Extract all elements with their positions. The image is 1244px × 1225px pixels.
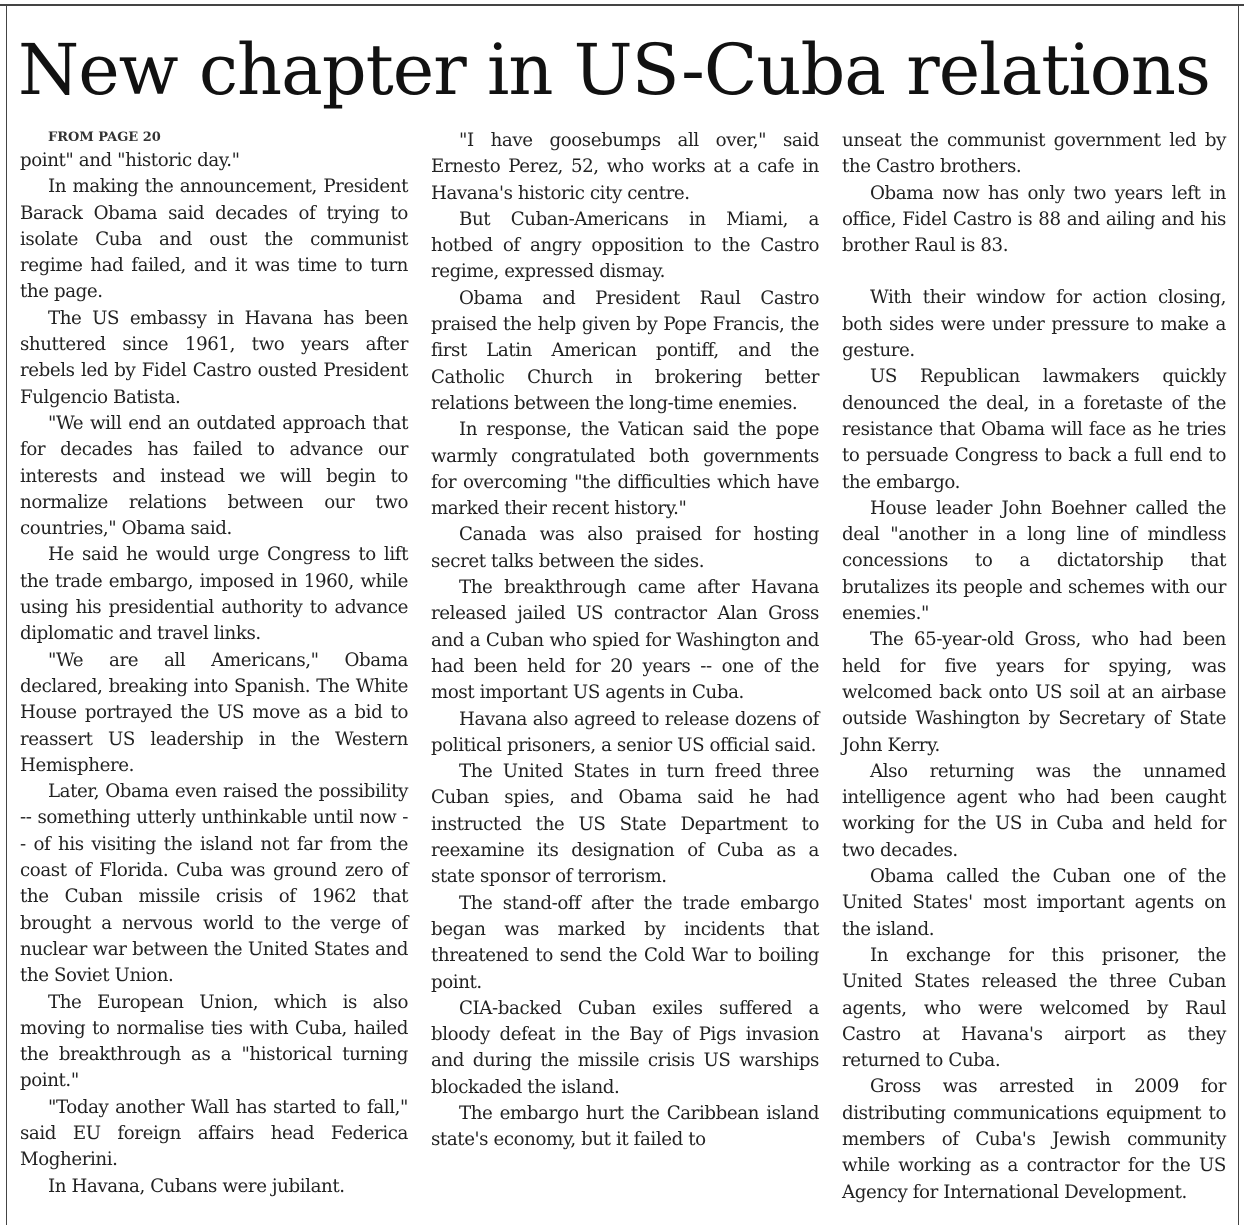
- paragraph: The 65-year-old Gross, who had been held for five years for spying, was welcomed back onto US soil at an airbase outside Washington by Secretary of State John Kerry.: [842, 629, 1226, 756]
- paragraph: Obama called the Cuban one of the United States' most important agents on the island.: [842, 866, 1226, 940]
- paragraph: The stand-off after the trade embargo began was marked by incidents that threatened to send the Cold War to boiling point.: [431, 892, 819, 993]
- paragraph: "Today another Wall has started to fall," said EU foreign affairs head Federica Mogherini.: [20, 1096, 408, 1171]
- left-rule: [6, 4, 7, 1225]
- paragraph: The United States in turn freed three Cuban spies, and Obama said he had instructed the US State Department to reexamine its designation of Cuba as a state sponsor of terrorism.: [431, 761, 819, 888]
- paragraph: Obama now has only two years left in office, Fidel Castro is 88 and ailing and his brother Raul is 83.: [842, 182, 1226, 257]
- paragraph: unseat the communist government led by the Castro brothers.: [842, 130, 1226, 178]
- article-column-2: [431, 128, 819, 1154]
- paragraph: The breakthrough came after Havana released jailed US contractor Alan Gross and a Cuban who spied for Washington and had been held for 20 years -- one of the most important US agents in Cuba.: [431, 577, 819, 704]
- paragraph: The embargo hurt the Caribbean island state's economy, but it failed to: [431, 1102, 819, 1151]
- paragraph: But Cuban-Americans in Miami, a hotbed of angry opposition to the Castro regime, expressed dismay.: [431, 208, 819, 283]
- kicker-from-page: FROM PAGE 20: [48, 130, 161, 145]
- paragraph: In response, the Vatican said the pope warmly congratulated both governments for overcoming "the difficulties which have marked their recent history.": [431, 419, 819, 520]
- top-rule: [0, 4, 1244, 6]
- paragraph: "We are all Americans," Obama declared, breaking into Spanish. The White House portrayed the US move as a bid to reassert US leadership in the Western Hemisphere.: [20, 649, 408, 776]
- paragraph: "I have goosebumps all over," said Ernesto Perez, 52, who works at a cafe in Havana's historic city centre.: [431, 130, 819, 204]
- paragraph: He said he would urge Congress to lift the trade embargo, imposed in 1960, while using his presidential authority to advance diplomatic and travel links.: [20, 544, 408, 645]
- paragraph: "We will end an outdated approach that for decades has failed to advance our interests and instead we will begin to normalize relations between our two countries," Obama said.: [20, 412, 408, 540]
- paragraph: In Havana, Cubans were jubilant.: [48, 1175, 345, 1197]
- paragraph: With their window for action closing, both sides were under pressure to make a gesture.: [842, 287, 1226, 362]
- paragraph: Obama and President Raul Castro praised the help given by Pope Francis, the first Latin American pontiff, and the Catholic Church in brokering better relations between the long-time enemies.: [431, 287, 819, 414]
- article-column-3: [842, 128, 1226, 1206]
- paragraph: Also returning was the unnamed intelligence agent who had been caught working for the US in Cuba and held for two decades.: [842, 760, 1226, 861]
- paragraph: In exchange for this prisoner, the United States released the three Cuban agents, who were welcomed by Raul Castro at Havana's airport as they returned to Cuba.: [842, 944, 1226, 1072]
- paragraph: Later, Obama even raised the possibility -- something utterly unthinkable until now -- of his visiting the island not far from the coast of Florida. Cuba was ground zero of the Cuban missile crisis of 1962 that brought a nervous world to the verge of nuclear war between the United States and the Soviet Union.: [20, 781, 408, 987]
- article-column-1: [20, 128, 408, 1200]
- paragraph: Gross was arrested in 2009 for distributing communications equipment to members of Cuba's Jewish community while working as a contractor for the US Agency for International Development.: [842, 1076, 1226, 1203]
- paragraph: CIA-backed Cuban exiles suffered a bloody defeat in the Bay of Pigs invasion and during the missile crisis US warships blockaded the island.: [431, 997, 819, 1098]
- right-rule: [1238, 4, 1239, 1225]
- paragraph: The US embassy in Havana has been shuttered since 1961, two years after rebels led by Fidel Castro ousted President Fulgencio Batista.: [20, 307, 408, 408]
- headline: New chapter in US-Cuba relations: [18, 29, 1210, 111]
- paragraph: US Republican lawmakers quickly denounced the deal, in a foretaste of the resistance that Obama will face as he tries to persuade Congress to back a full end to the embargo.: [842, 366, 1226, 493]
- paragraph: House leader John Boehner called the deal "another in a long line of mindless concessions to a dictatorship that brutalizes its people and schemes with our enemies.": [842, 497, 1226, 625]
- paragraph: Canada was also praised for hosting secret talks between the sides.: [431, 524, 819, 572]
- paragraph: point" and "historic day.": [20, 150, 240, 171]
- paragraph: Havana also agreed to release dozens of political prisoners, a senior US official said.: [431, 708, 819, 756]
- paragraph: In making the announcement, President Barack Obama said decades of trying to isolate Cuba and oust the communist regime had failed, and it was time to turn the page.: [20, 176, 408, 303]
- paragraph: The European Union, which is also moving to normalise ties with Cuba, hailed the breakthrough as a "historical turning point.": [20, 991, 408, 1092]
